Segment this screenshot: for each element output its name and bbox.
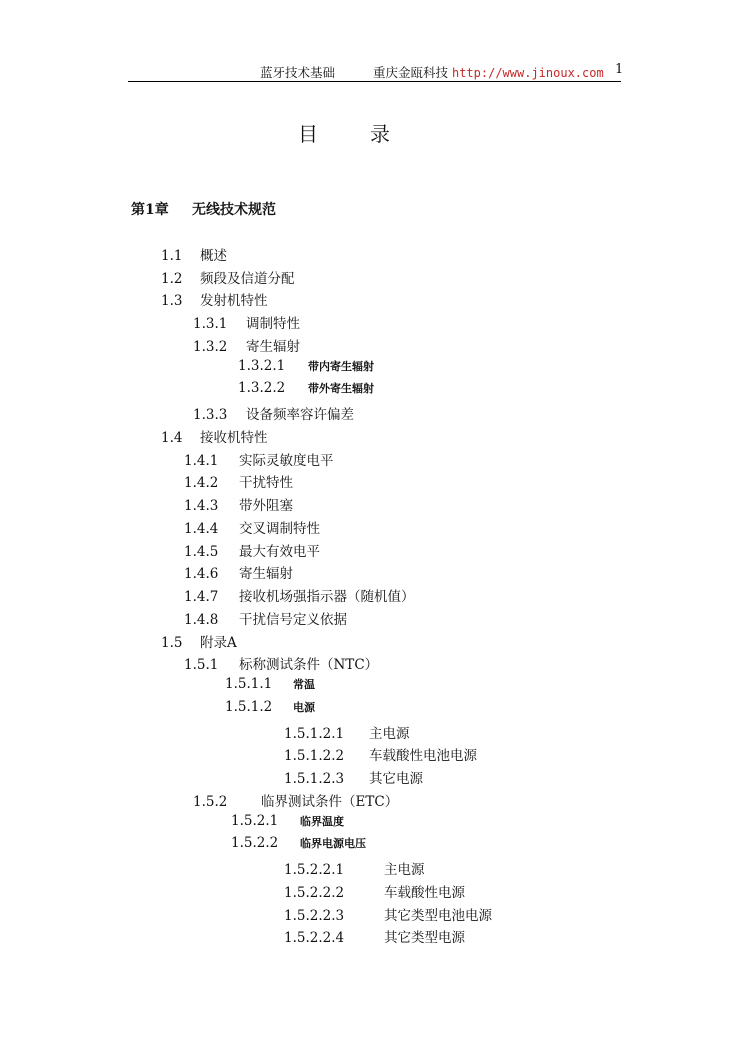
toc-label: 临界测试条件（ETC） [261,794,399,810]
toc-number: 1.4.8 [184,612,219,628]
toc-label: 实际灵敏度电平 [239,453,334,469]
toc-entry[interactable] [184,449,334,469]
toc-number: 1.3.2.1 [238,358,286,374]
chapter-heading [131,199,276,219]
toc-number: 1.5.1.1 [225,676,273,692]
toc-number: 1.5.2.2 [231,835,279,851]
toc-entry[interactable] [184,562,293,582]
toc-entry[interactable] [284,722,410,742]
toc-number: 1.5.2 [193,794,228,810]
toc-number: 1.4.2 [184,475,219,491]
toc-label: 寄生辐射 [239,566,293,582]
chapter-number: 第1章 [131,202,169,218]
toc-entry[interactable] [184,494,293,514]
toc-label: 带外阻塞 [239,498,293,514]
toc-entry[interactable] [231,835,366,851]
toc-entry[interactable] [184,517,320,537]
toc-entry[interactable] [161,426,268,446]
toc-entry[interactable] [193,790,398,810]
toc-entry[interactable] [184,608,347,628]
toc-label: 常温 [293,678,315,691]
toc-number: 1.5.1.2.1 [284,726,345,742]
toc-entry[interactable] [161,267,295,287]
toc-entry[interactable] [284,858,425,878]
header-rule [128,81,621,82]
toc-entry[interactable] [225,699,315,715]
toc-number: 1.5.2.2.1 [284,862,345,878]
toc-label: 临界温度 [300,815,344,828]
header-book-title: 蓝牙技术基础 [260,65,336,80]
header-url: http://www.jinoux.com [451,66,604,80]
toc-number: 1.4.6 [184,566,219,582]
toc-label: 其它类型电池电源 [384,908,492,924]
title-char-left: 目 [298,122,318,146]
toc-label: 电源 [293,701,315,714]
toc-label: 标称测试条件（NTC） [239,657,379,673]
toc-entry[interactable] [225,676,315,692]
toc-label: 干扰特性 [239,475,293,491]
toc-entry[interactable] [284,767,423,787]
toc-label: 带内寄生辐射 [308,360,374,373]
page-header [260,63,604,81]
toc-entry[interactable] [184,653,378,673]
toc-label: 主电源 [369,726,410,742]
toc-label: 接收机特性 [200,430,268,446]
toc-entry[interactable] [161,244,227,264]
toc-number: 1.5.2.2.4 [284,930,345,946]
toc-number: 1.5.2.2.3 [284,908,345,924]
toc-entry[interactable] [161,631,237,651]
toc-label: 其它类型电源 [384,930,465,946]
toc-number: 1.4.1 [184,453,219,469]
toc-number: 1.3.2 [193,339,228,355]
toc-number: 1.3.2.2 [238,380,286,396]
toc-label: 设备频率容许偏差 [246,407,354,423]
toc-number: 1.4.3 [184,498,219,514]
toc-entry[interactable] [231,813,344,829]
toc-entry[interactable] [284,904,492,924]
toc-label: 接收机场强指示器（随机值） [239,589,415,605]
toc-number: 1.4.4 [184,521,219,537]
toc-label: 车载酸性电池电源 [369,748,477,764]
toc-number: 1.5 [161,635,183,651]
toc-label: 寄生辐射 [246,339,300,355]
toc-entry[interactable] [161,289,268,309]
chapter-title: 无线技术规范 [192,202,276,218]
toc-number: 1.5.1.2 [225,699,273,715]
toc-label: 主电源 [384,862,425,878]
toc-number: 1.4.7 [184,589,219,605]
toc-entry[interactable] [184,471,293,491]
toc-number: 1.5.2.1 [231,813,279,829]
toc-number: 1.4 [161,430,183,446]
toc-label: 带外寄生辐射 [308,382,374,395]
toc-entry[interactable] [184,585,415,605]
page-number: 1 [615,62,624,77]
toc-entry[interactable] [284,926,465,946]
toc-entry[interactable] [238,358,374,374]
toc-entry[interactable] [184,540,320,560]
toc-number: 1.5.1 [184,657,219,673]
toc-number: 1.3 [161,293,183,309]
toc-label: 发射机特性 [200,293,268,309]
toc-entry[interactable] [193,312,300,332]
toc-label: 频段及信道分配 [200,271,295,287]
toc-entry[interactable] [238,380,374,396]
toc-label: 调制特性 [246,316,300,332]
toc-number: 1.4.5 [184,544,219,560]
toc-label: 交叉调制特性 [239,521,320,537]
toc-entry[interactable] [193,403,354,423]
toc-entry[interactable] [193,335,300,355]
toc-label: 车载酸性电源 [384,885,465,901]
toc-label: 其它电源 [369,771,423,787]
toc-number: 1.5.2.2.2 [284,885,345,901]
title-char-right: 录 [370,122,390,146]
toc-entry[interactable] [284,881,465,901]
toc-label: 概述 [200,248,227,264]
toc-number: 1.5.1.2.3 [284,771,345,787]
toc-entry[interactable] [284,744,477,764]
toc-number: 1.3.3 [193,407,228,423]
toc-label: 最大有效电平 [239,544,320,560]
toc-number: 1.2 [161,271,183,287]
toc-label: 干扰信号定义依据 [239,612,347,628]
toc-label: 临界电源电压 [300,837,366,850]
page-title [298,118,390,147]
toc-label: 附录A [200,635,237,651]
header-company: 重庆金瓯科技 [372,65,448,80]
toc-number: 1.3.1 [193,316,228,332]
toc-number: 1.5.1.2.2 [284,748,345,764]
toc-number: 1.1 [161,248,183,264]
